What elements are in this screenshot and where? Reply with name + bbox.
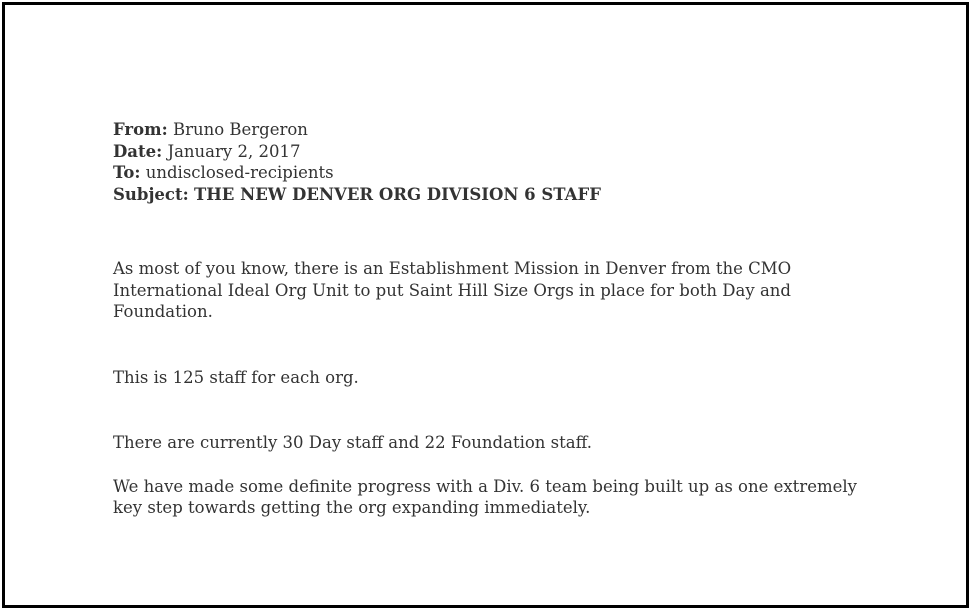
subject-label: Subject:	[113, 184, 189, 204]
subject-line	[113, 184, 893, 206]
paragraph-line: key step towards getting the org expanding immediately.	[113, 498, 591, 517]
from-label: From:	[113, 120, 168, 139]
paragraph-line: Foundation.	[113, 302, 213, 321]
to-label: To:	[113, 163, 141, 182]
from-value: Bruno Bergeron	[172, 120, 308, 139]
body-paragraph-2	[113, 367, 893, 389]
paragraph-line: This is 125 staff for each org.	[113, 367, 359, 387]
paragraph-line: There are currently 30 Day staff and 22 Foundation staff.	[113, 433, 592, 452]
body-paragraph-3	[113, 432, 893, 454]
paragraph-line: As most of you know, there is an Establishment Mission in Denver from the CMO	[113, 259, 792, 278]
paragraph-line: We have made some definite progress with a Div. 6 team being built up as one extremely	[113, 476, 857, 496]
document-frame	[2, 2, 969, 608]
paragraph-line: International Ideal Org Unit to put Saint Hill Size Orgs in place for both Day and	[113, 280, 791, 300]
to-value: undisclosed-recipients	[145, 163, 334, 182]
email-document	[113, 119, 893, 519]
subject-value: THE NEW DENVER ORG DIVISION 6 STAFF	[193, 184, 601, 204]
from-line	[113, 119, 893, 141]
date-line	[113, 141, 893, 163]
to-line	[113, 162, 893, 184]
email-header	[113, 119, 893, 205]
body-paragraph-4	[113, 476, 893, 519]
date-label: Date:	[113, 141, 163, 161]
body-paragraph-1	[113, 258, 893, 323]
date-value: January 2, 2017	[167, 141, 301, 161]
